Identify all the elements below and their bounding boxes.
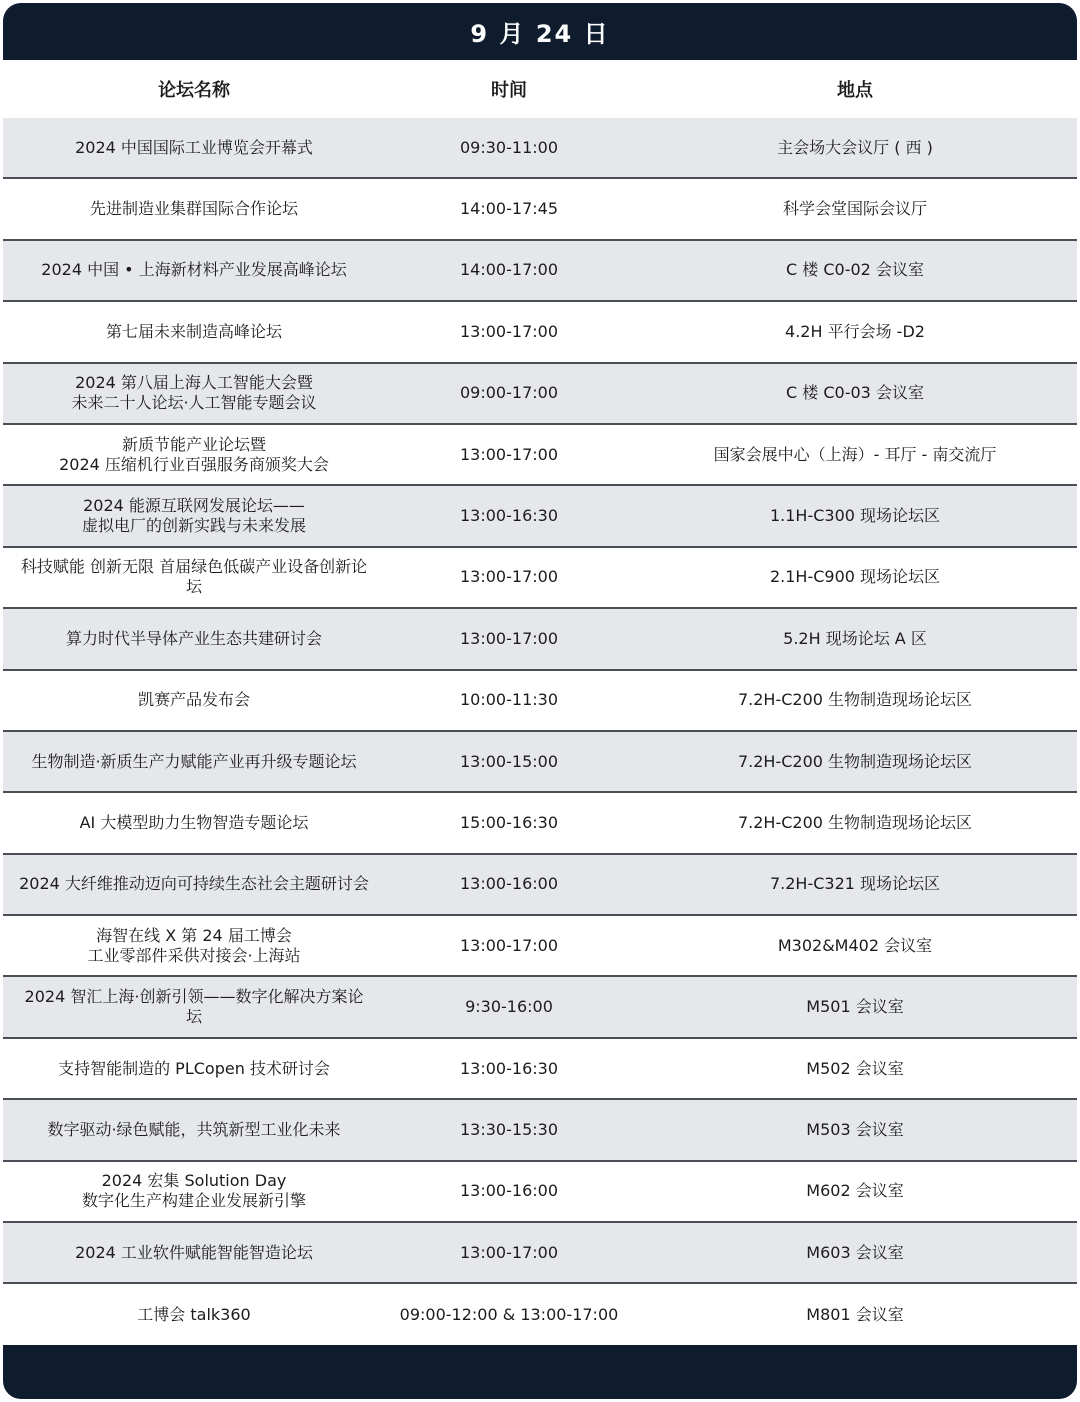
- header-forum-name: 论坛名称: [158, 80, 230, 101]
- place-cell: 7.2H-C321 现场论坛区: [769, 874, 941, 894]
- forum-name-cell: 2024 宏集 Solution Day 数字化生产构建企业发展新引擎: [81, 1171, 306, 1211]
- forum-name-cell: 科技赋能 创新无限 首届绿色低碳产业设备创新论 坛: [20, 557, 368, 597]
- place-cell: 科学会堂国际会议厅: [782, 199, 927, 219]
- time-cell: 09:00-17:00: [460, 383, 558, 403]
- forum-name-cell: 生物制造·新质生产力赋能产业再升级专题论坛: [31, 751, 357, 771]
- place-cell: 主会场大会议厅 ( 西 ): [777, 137, 933, 157]
- schedule-table: [3, 3, 1077, 1399]
- table-row: [3, 1284, 1077, 1345]
- table-row: [3, 302, 1077, 363]
- time-cell: 13:00-16:00: [460, 874, 558, 894]
- table-row: [3, 425, 1077, 486]
- place-cell: 7.2H-C200 生物制造现场论坛区: [737, 690, 973, 710]
- table-header: [3, 60, 1077, 118]
- forum-name-cell: 2024 中国国际工业博览会开幕式: [75, 137, 313, 157]
- forum-name-cell: 2024 智汇上海·创新引领——数字化解决方案论 坛: [24, 987, 364, 1027]
- table-row: [3, 364, 1077, 425]
- time-cell: 10:00-11:30: [460, 690, 558, 710]
- time-cell: 13:00-17:00: [460, 321, 558, 341]
- forum-name-cell: 2024 工业软件赋能智能智造论坛: [75, 1242, 313, 1262]
- place-cell: M502 会议室: [806, 1058, 904, 1078]
- forum-name-cell: 工博会 talk360: [137, 1305, 251, 1325]
- time-cell: 13:00-16:30: [460, 1058, 558, 1078]
- place-cell: 5.2H 现场论坛 A 区: [783, 628, 927, 648]
- forum-name-cell: 第七届未来制造高峰论坛: [105, 321, 282, 341]
- table-row: [3, 1100, 1077, 1161]
- table-body: [3, 118, 1077, 1346]
- place-cell: M302&M402 会议室: [777, 935, 933, 955]
- place-cell: 2.1H-C900 现场论坛区: [769, 567, 941, 587]
- forum-name-cell: 凯赛产品发布会: [137, 690, 250, 710]
- table-row: [3, 486, 1077, 547]
- time-cell: 09:30-11:00: [460, 137, 558, 157]
- table-row: [3, 855, 1077, 916]
- forum-name-cell: 算力时代半导体产业生态共建研讨会: [65, 628, 322, 648]
- title-bar: [3, 3, 1077, 60]
- time-cell: 13:00-17:00: [460, 567, 558, 587]
- table-row: [3, 977, 1077, 1038]
- table-row: [3, 179, 1077, 240]
- table-row: [3, 118, 1077, 179]
- time-cell: 13:30-15:30: [460, 1119, 558, 1139]
- table-row: [3, 916, 1077, 977]
- table-row: [3, 793, 1077, 854]
- time-cell: 13:00-16:30: [460, 506, 558, 526]
- time-cell: 13:00-15:00: [460, 751, 558, 771]
- time-cell: 09:00-12:00 & 13:00-17:00: [399, 1305, 619, 1325]
- table-row: [3, 1039, 1077, 1100]
- forum-name-cell: 新质节能产业论坛暨 2024 压缩机行业百强服务商颁奖大会: [59, 434, 329, 474]
- time-cell: 13:00-17:00: [460, 935, 558, 955]
- forum-name-cell: 2024 能源互联网发展论坛—— 虚拟电厂的创新实践与未来发展: [81, 496, 306, 536]
- place-cell: C 楼 C0-02 会议室: [786, 260, 924, 280]
- place-cell: M503 会议室: [806, 1119, 904, 1139]
- header-place: 地点: [837, 80, 873, 101]
- time-cell: 14:00-17:45: [460, 199, 558, 219]
- table-row: [3, 241, 1077, 302]
- time-cell: 9:30-16:00: [465, 997, 553, 1017]
- table-row: [3, 548, 1077, 609]
- place-cell: M501 会议室: [806, 997, 904, 1017]
- table-row: [3, 732, 1077, 793]
- place-cell: 7.2H-C200 生物制造现场论坛区: [737, 812, 973, 832]
- forum-name-cell: 海智在线 X 第 24 届工博会 工业零部件采供对接会·上海站: [87, 925, 301, 965]
- table-row: [3, 671, 1077, 732]
- forum-name-cell: AI 大模型助力生物智造专题论坛: [79, 812, 309, 832]
- place-cell: M801 会议室: [806, 1305, 904, 1325]
- forum-name-cell: 先进制造业集群国际合作论坛: [89, 199, 298, 219]
- place-cell: 1.1H-C300 现场论坛区: [769, 506, 941, 526]
- place-cell: C 楼 C0-03 会议室: [786, 383, 924, 403]
- forum-name-cell: 2024 第八届上海人工智能大会暨 未来二十人论坛·人工智能专题会议: [71, 373, 317, 413]
- header-time: 时间: [491, 80, 527, 101]
- place-cell: 国家会展中心（上海）- 耳厅 - 南交流厅: [713, 444, 997, 464]
- time-cell: 13:00-17:00: [460, 628, 558, 648]
- time-cell: 14:00-17:00: [460, 260, 558, 280]
- forum-name-cell: 数字驱动·绿色赋能，共筑新型工业化未来: [47, 1119, 341, 1139]
- time-cell: 15:00-16:30: [460, 812, 558, 832]
- forum-name-cell: 2024 中国 • 上海新材料产业发展高峰论坛: [41, 260, 347, 280]
- forum-name-cell: 支持智能制造的 PLCopen 技术研讨会: [58, 1058, 330, 1078]
- time-cell: 13:00-17:00: [460, 1242, 558, 1262]
- date-title: 9 月 24 日: [470, 20, 610, 48]
- table-row: [3, 609, 1077, 670]
- place-cell: 4.2H 平行会场 -D2: [785, 321, 925, 341]
- table-row: [3, 1223, 1077, 1284]
- forum-name-cell: 2024 大纤维推动迈向可持续生态社会主题研讨会: [19, 874, 369, 894]
- place-cell: M603 会议室: [806, 1242, 904, 1262]
- footer-bar: [3, 1345, 1077, 1399]
- place-cell: 7.2H-C200 生物制造现场论坛区: [737, 751, 973, 771]
- place-cell: M602 会议室: [806, 1181, 904, 1201]
- table-row: [3, 1162, 1077, 1223]
- time-cell: 13:00-17:00: [460, 444, 558, 464]
- time-cell: 13:00-16:00: [460, 1181, 558, 1201]
